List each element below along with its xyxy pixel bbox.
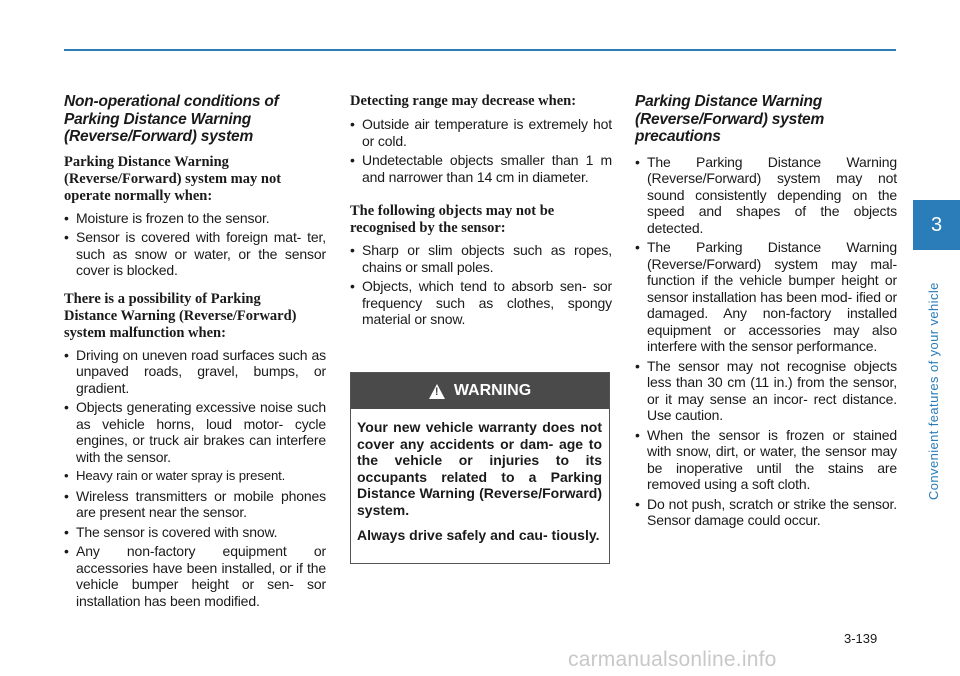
bullet-list [635,154,897,529]
header-rule [64,49,896,51]
title-line: Parking Distance Warning [635,93,822,110]
watermark: carmanualsonline.info [568,648,777,671]
subheading-detecting-range: Detecting range may decrease when: [350,93,577,109]
title-line: (Reverse/Forward) system [64,128,254,145]
list-item: • Any non-factory equipment or accessories have been installed, or if the vehicle bumper height or sen- sor installation has been modified. [64,543,326,609]
list-item: • Sensor is covered with foreign mat- ter, such as snow or water, or the sensor cover is blocked. [64,229,326,279]
list-item: • When the sensor is frozen or stained with snow, dirt, or water, the sensor may be inoperative until the stains are removed using a soft cloth. [635,427,897,493]
subheading-line: Distance Warning (Reverse/Forward) [64,307,297,324]
column-right [635,93,897,541]
subheading-line: operate normally when: [64,187,213,204]
warning-box [350,372,610,564]
subheading-line: There is a possibility of Parking [64,290,261,307]
list-item: • Undetectable objects smaller than 1 m and narrower than 14 cm in diameter. [350,152,612,185]
list-item: • The sensor may not recognise objects less than 30 cm (11 in.) from the sensor, or it may sense an incor- rect distance. Use caution. [635,358,897,424]
chapter-tab: 3 [913,200,960,250]
subheading-line: system malfunction when: [64,324,226,341]
column-middle [350,93,612,340]
title-line: Parking Distance Warning [64,110,251,128]
bullet-list [64,347,326,610]
warning-triangle-icon: ! [429,384,445,399]
bullet-list [350,116,612,185]
subheading-line: The following objects may not be [350,203,555,219]
section-title-precautions [635,93,897,146]
column-left [64,93,326,621]
title-line: precautions [635,128,721,145]
chapter-title-vertical: Convenient features of your vehicle [926,282,941,500]
list-item: • Do not push, scratch or strike the sensor. Sensor damage could occur. [635,496,897,529]
warning-label: WARNING [453,382,532,399]
list-item: • Moisture is frozen to the sensor. [64,210,326,227]
list-item: • Wireless transmitters or mobile phones are present near the sensor. [64,488,326,521]
subheading-malfunction [64,291,326,342]
warning-paragraph: Your new vehicle warranty does not cover any accidents or dam- age to the vehicle or injuries to its occupants related to a Parking Distance Warning (Reverse/Forward) system. [357,419,602,518]
subheading-line: recognised by the sensor: [350,220,506,236]
warning-body [351,409,609,543]
list-item: • The Parking Distance Warning (Reverse/Forward) system may mal- function if the vehicle bumper height or sensor installation has been mod- ified or damaged. Any non-factory installed equipment or accessories may also interfere with the sensor performance. [635,239,897,355]
subheading-line: Parking Distance Warning [64,153,229,170]
title-line: (Reverse/Forward) system [635,110,825,128]
subheading-may-not-operate [64,154,326,205]
list-item: • Outside air temperature is extremely hot or cold. [350,116,612,149]
page-number: 3-139 [844,631,878,646]
subheading-line: (Reverse/Forward) system may not [64,170,282,187]
warning-paragraph: Always drive safely and cau- tiously. [357,526,600,543]
warning-header [351,373,609,409]
bullet-list [64,210,326,279]
title-line: Non-operational conditions of [64,93,279,110]
list-item: • The Parking Distance Warning (Reverse/Forward) system may not sound consistently depending on the speed and shapes of the objects detected. [635,154,897,237]
list-item: • Driving on uneven road surfaces such as unpaved roads, gravel, bumps, or gradient. [64,347,326,397]
section-title-non-operational [64,93,326,146]
list-item: • The sensor is covered with snow. [64,524,326,541]
list-item: • Objects, which tend to absorb sen- sor frequency such as clothes, spongy material or snow. [350,278,612,328]
list-item: • Sharp or slim objects such as ropes, chains or small poles. [350,242,612,275]
subheading-not-recognised [350,203,612,237]
bullet-list [350,242,612,328]
list-item: • Objects generating excessive noise such as vehicle horns, loud motor- cycle engines, or truck air brakes can interfere with the sensor. [64,399,326,465]
list-item: • Heavy rain or water spray is present. [64,468,326,485]
